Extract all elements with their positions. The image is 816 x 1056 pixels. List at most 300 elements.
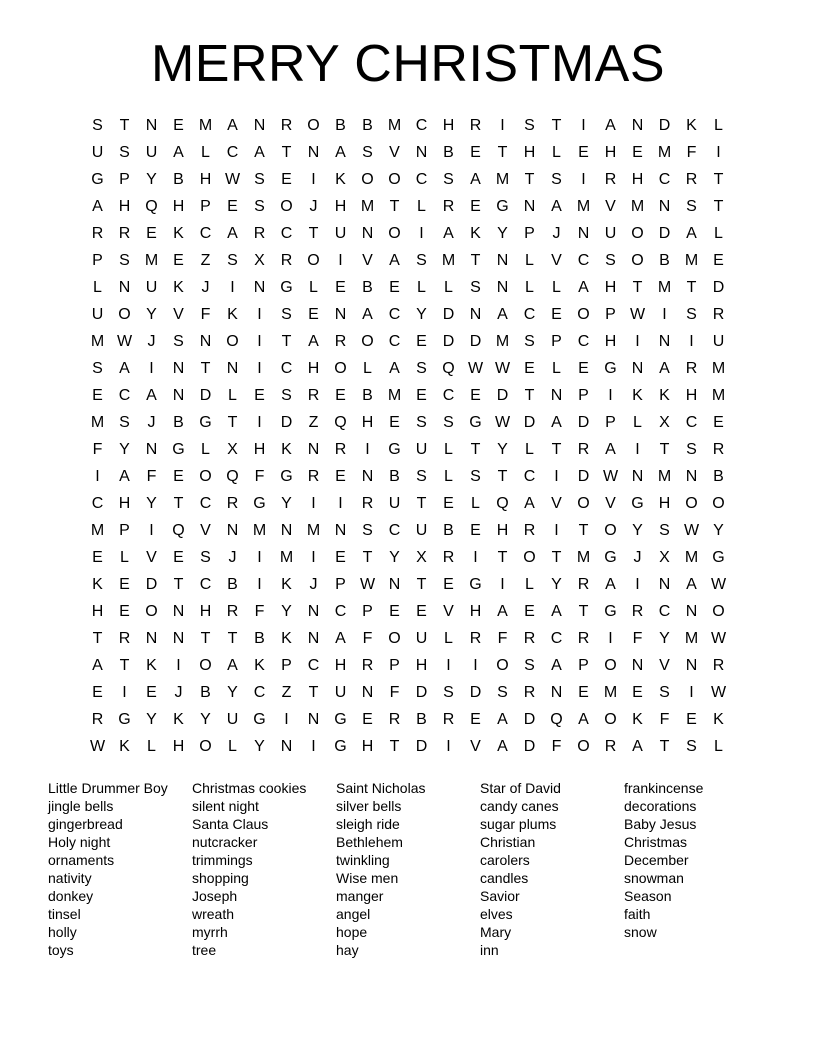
grid-letter: H bbox=[685, 387, 698, 404]
grid-letter: Q bbox=[226, 468, 239, 485]
word-list-item: Wise men bbox=[336, 870, 399, 886]
grid-letter: R bbox=[442, 198, 455, 215]
grid-letter: E bbox=[173, 252, 184, 269]
grid-letter: N bbox=[307, 711, 320, 728]
grid-letter: C bbox=[199, 576, 212, 593]
grid-letter: F bbox=[551, 738, 562, 755]
grid-letter: T bbox=[713, 171, 724, 188]
word-list-item: Joseph bbox=[192, 888, 238, 904]
grid-letter: Y bbox=[146, 711, 157, 728]
grid-letter: I bbox=[500, 576, 505, 593]
grid-letter: S bbox=[362, 144, 373, 161]
grid-letter: I bbox=[554, 468, 559, 485]
grid-letter: S bbox=[605, 252, 616, 269]
grid-letter: J bbox=[633, 549, 642, 566]
grid-letter: I bbox=[95, 468, 100, 485]
grid-letter: T bbox=[389, 198, 400, 215]
grid-letter: C bbox=[118, 387, 131, 404]
grid-letter: D bbox=[577, 468, 590, 485]
grid-letter: S bbox=[119, 414, 130, 431]
grid-letter: O bbox=[388, 630, 401, 647]
grid-letter: N bbox=[361, 468, 374, 485]
grid-letter: W bbox=[710, 576, 727, 593]
grid-letter: R bbox=[523, 684, 536, 701]
grid-row bbox=[84, 193, 732, 220]
grid-letter: O bbox=[523, 549, 536, 566]
grid-letter: I bbox=[635, 333, 640, 350]
grid-letter: C bbox=[307, 657, 320, 674]
grid-letter: H bbox=[658, 495, 671, 512]
grid-letter: M bbox=[252, 522, 267, 539]
grid-letter: A bbox=[389, 360, 400, 377]
grid-letter: N bbox=[496, 279, 509, 296]
grid-letter: A bbox=[470, 171, 481, 188]
grid-letter: N bbox=[685, 603, 698, 620]
grid-letter: K bbox=[281, 576, 292, 593]
grid-letter: T bbox=[227, 414, 238, 431]
grid-letter: P bbox=[119, 171, 130, 188]
word-list-item: Santa Claus bbox=[192, 816, 269, 832]
grid-letter: G bbox=[712, 549, 725, 566]
grid-letter: I bbox=[716, 144, 721, 161]
grid-letter: A bbox=[254, 144, 265, 161]
grid-letter: G bbox=[280, 279, 293, 296]
grid-letter: E bbox=[632, 144, 643, 161]
grid-letter: T bbox=[470, 441, 481, 458]
grid-letter: L bbox=[444, 630, 453, 647]
grid-letter: M bbox=[684, 630, 699, 647]
grid-row bbox=[84, 517, 732, 544]
grid-letter: O bbox=[199, 738, 212, 755]
grid-letter: O bbox=[685, 495, 698, 512]
grid-letter: T bbox=[470, 252, 481, 269]
grid-letter: E bbox=[281, 171, 292, 188]
grid-letter: U bbox=[388, 495, 401, 512]
grid-row bbox=[84, 706, 732, 733]
grid-letter: I bbox=[500, 117, 505, 134]
grid-row bbox=[84, 301, 732, 328]
grid-letter: A bbox=[551, 657, 562, 674]
grid-letter: N bbox=[172, 603, 185, 620]
grid-letter: C bbox=[685, 414, 698, 431]
grid-letter: M bbox=[360, 198, 375, 215]
grid-letter: N bbox=[307, 603, 320, 620]
grid-letter: L bbox=[444, 468, 453, 485]
grid-letter: E bbox=[173, 468, 184, 485]
grid-letter: H bbox=[199, 171, 212, 188]
grid-letter: N bbox=[388, 576, 401, 593]
grid-letter: U bbox=[415, 522, 428, 539]
grid-letter: E bbox=[686, 711, 697, 728]
grid-letter: H bbox=[469, 603, 482, 620]
grid-letter: O bbox=[604, 657, 617, 674]
grid-letter: R bbox=[91, 225, 104, 242]
grid-letter: V bbox=[443, 603, 454, 620]
word-list-item: holly bbox=[48, 924, 77, 940]
grid-letter: E bbox=[551, 306, 562, 323]
grid-letter: T bbox=[173, 576, 184, 593]
grid-letter: E bbox=[713, 252, 724, 269]
grid-letter: I bbox=[311, 171, 316, 188]
grid-letter: W bbox=[494, 360, 511, 377]
grid-letter: U bbox=[415, 630, 428, 647]
grid-letter: C bbox=[199, 495, 212, 512]
grid-letter: S bbox=[686, 198, 697, 215]
grid-letter: L bbox=[417, 279, 426, 296]
grid-letter: N bbox=[307, 441, 320, 458]
grid-letter: R bbox=[280, 252, 293, 269]
grid-letter: H bbox=[253, 441, 266, 458]
word-list-item: Saint Nicholas bbox=[336, 780, 426, 796]
grid-letter: E bbox=[416, 333, 427, 350]
grid-letter: H bbox=[415, 657, 428, 674]
grid-letter: B bbox=[254, 630, 265, 647]
grid-letter: I bbox=[554, 522, 559, 539]
grid-letter: V bbox=[551, 252, 562, 269]
grid-letter: R bbox=[577, 441, 590, 458]
grid-letter: D bbox=[469, 684, 482, 701]
grid-letter: Y bbox=[200, 711, 211, 728]
word-list-item: snow bbox=[624, 924, 657, 940]
grid-letter: M bbox=[198, 117, 213, 134]
grid-letter: A bbox=[227, 117, 238, 134]
grid-letter: S bbox=[443, 684, 454, 701]
grid-letter: T bbox=[497, 468, 508, 485]
grid-letter: G bbox=[253, 711, 266, 728]
word-list-item: candles bbox=[480, 870, 529, 886]
grid-letter: I bbox=[230, 279, 235, 296]
grid-letter: A bbox=[686, 225, 697, 242]
word-list-item: Christmas bbox=[624, 834, 688, 850]
grid-letter: Q bbox=[145, 198, 158, 215]
word-column bbox=[192, 779, 336, 959]
grid-letter: G bbox=[604, 549, 617, 566]
grid-letter: A bbox=[605, 576, 616, 593]
grid-letter: H bbox=[631, 171, 644, 188]
grid-letter: D bbox=[496, 387, 509, 404]
grid-letter: A bbox=[497, 738, 508, 755]
grid-letter: R bbox=[307, 468, 320, 485]
grid-letter: D bbox=[442, 333, 455, 350]
grid-letter: E bbox=[713, 414, 724, 431]
grid-letter: R bbox=[523, 630, 536, 647]
grid-letter: E bbox=[470, 711, 481, 728]
grid-letter: W bbox=[629, 306, 646, 323]
grid-letter: S bbox=[281, 387, 292, 404]
grid-letter: E bbox=[524, 603, 535, 620]
grid-letter: R bbox=[307, 387, 320, 404]
grid-letter: E bbox=[92, 684, 103, 701]
grid-letter: T bbox=[308, 225, 319, 242]
grid-letter: B bbox=[443, 144, 454, 161]
grid-letter: I bbox=[662, 306, 667, 323]
grid-letter: N bbox=[145, 441, 158, 458]
grid-letter: M bbox=[279, 549, 294, 566]
grid-letter: A bbox=[362, 306, 373, 323]
word-list-item: manger bbox=[336, 888, 384, 904]
grid-letter: P bbox=[524, 225, 535, 242]
grid-letter: V bbox=[362, 252, 373, 269]
grid-letter: I bbox=[257, 549, 262, 566]
word-list-item: donkey bbox=[48, 888, 94, 904]
grid-letter: I bbox=[608, 630, 613, 647]
grid-letter: L bbox=[201, 441, 210, 458]
grid-letter: S bbox=[362, 522, 373, 539]
grid-letter: E bbox=[119, 603, 130, 620]
grid-letter: S bbox=[200, 549, 211, 566]
grid-letter: T bbox=[713, 198, 724, 215]
word-list-item: myrrh bbox=[192, 924, 228, 940]
grid-letter: N bbox=[307, 144, 320, 161]
grid-letter: R bbox=[577, 576, 590, 593]
grid-letter: E bbox=[578, 684, 589, 701]
grid-letter: Y bbox=[146, 306, 157, 323]
grid-letter: E bbox=[632, 684, 643, 701]
grid-letter: M bbox=[306, 522, 321, 539]
grid-letter: R bbox=[334, 333, 347, 350]
grid-letter: I bbox=[311, 738, 316, 755]
grid-letter: Q bbox=[496, 495, 509, 512]
grid-letter: G bbox=[631, 495, 644, 512]
grid-letter: H bbox=[334, 657, 347, 674]
grid-letter: K bbox=[119, 738, 130, 755]
grid-letter: O bbox=[361, 171, 374, 188]
grid-letter: K bbox=[254, 657, 265, 674]
grid-letter: T bbox=[362, 549, 373, 566]
grid-letter: S bbox=[254, 198, 265, 215]
grid-letter: P bbox=[362, 603, 373, 620]
grid-letter: B bbox=[659, 252, 670, 269]
grid-letter: H bbox=[91, 603, 104, 620]
grid-letter: X bbox=[254, 252, 265, 269]
grid-letter: N bbox=[361, 225, 374, 242]
grid-letter: L bbox=[93, 279, 102, 296]
grid-letter: E bbox=[335, 549, 346, 566]
word-list-item: Star of David bbox=[480, 780, 561, 796]
grid-letter: A bbox=[578, 279, 589, 296]
grid-letter: R bbox=[712, 441, 725, 458]
grid-letter: T bbox=[389, 738, 400, 755]
grid-letter: A bbox=[308, 333, 319, 350]
grid-letter: K bbox=[335, 171, 346, 188]
grid-letter: O bbox=[361, 333, 374, 350]
grid-letter: T bbox=[119, 657, 130, 674]
grid-letter: H bbox=[172, 198, 185, 215]
grid-letter: N bbox=[658, 333, 671, 350]
grid-letter: E bbox=[578, 144, 589, 161]
grid-letter: J bbox=[147, 333, 156, 350]
grid-letter: U bbox=[91, 144, 104, 161]
grid-letter: M bbox=[387, 117, 402, 134]
grid-letter: N bbox=[226, 522, 239, 539]
word-list-item: silver bells bbox=[336, 798, 402, 814]
grid-letter: D bbox=[523, 711, 536, 728]
grid-letter: I bbox=[446, 738, 451, 755]
grid-letter: I bbox=[149, 522, 154, 539]
grid-letter: T bbox=[578, 522, 589, 539]
grid-letter: O bbox=[118, 306, 131, 323]
grid-letter: I bbox=[581, 117, 586, 134]
grid-letter: C bbox=[523, 468, 536, 485]
grid-letter: E bbox=[227, 198, 238, 215]
grid-letter: M bbox=[684, 252, 699, 269]
word-list-item: wreath bbox=[192, 906, 235, 922]
grid-letter: N bbox=[469, 306, 482, 323]
grid-letter: X bbox=[227, 441, 238, 458]
grid-letter: I bbox=[608, 387, 613, 404]
grid-letter: R bbox=[280, 117, 293, 134]
word-list-item: faith bbox=[624, 906, 651, 922]
grid-letter: F bbox=[254, 603, 265, 620]
grid-letter: H bbox=[496, 522, 509, 539]
grid-letter: A bbox=[551, 198, 562, 215]
grid-letter: L bbox=[525, 252, 534, 269]
grid-letter: E bbox=[362, 711, 373, 728]
grid-letter: R bbox=[91, 711, 104, 728]
word-list-item: twinkling bbox=[336, 852, 390, 868]
grid-letter: L bbox=[714, 225, 723, 242]
grid-letter: R bbox=[361, 495, 374, 512]
grid-letter: I bbox=[689, 684, 694, 701]
grid-letter: A bbox=[551, 414, 562, 431]
word-list-item: elves bbox=[480, 906, 513, 922]
grid-letter: I bbox=[338, 495, 343, 512]
grid-letter: T bbox=[416, 576, 427, 593]
grid-letter: T bbox=[524, 171, 535, 188]
grid-letter: E bbox=[146, 225, 157, 242]
grid-letter: A bbox=[119, 468, 130, 485]
grid-letter: A bbox=[227, 657, 238, 674]
grid-letter: Y bbox=[281, 495, 292, 512]
grid-letter: C bbox=[388, 522, 401, 539]
grid-letter: S bbox=[470, 468, 481, 485]
grid-letter: X bbox=[659, 414, 670, 431]
grid-letter: R bbox=[712, 657, 725, 674]
grid-letter: D bbox=[658, 117, 671, 134]
grid-letter: S bbox=[686, 738, 697, 755]
grid-letter: S bbox=[443, 171, 454, 188]
grid-letter: R bbox=[253, 225, 266, 242]
grid-letter: S bbox=[281, 306, 292, 323]
grid-letter: T bbox=[173, 495, 184, 512]
grid-letter: K bbox=[281, 441, 292, 458]
grid-letter: D bbox=[523, 738, 536, 755]
grid-letter: L bbox=[228, 738, 237, 755]
grid-letter: M bbox=[576, 549, 591, 566]
grid-letter: W bbox=[602, 468, 619, 485]
grid-letter: K bbox=[146, 657, 157, 674]
grid-letter: N bbox=[145, 117, 158, 134]
grid-letter: N bbox=[631, 117, 644, 134]
grid-letter: M bbox=[90, 522, 105, 539]
grid-letter: N bbox=[199, 333, 212, 350]
grid-letter: J bbox=[228, 549, 237, 566]
grid-letter: S bbox=[119, 144, 130, 161]
grid-letter: C bbox=[658, 171, 671, 188]
grid-letter: L bbox=[309, 279, 318, 296]
grid-letter: O bbox=[199, 468, 212, 485]
grid-letter: N bbox=[550, 387, 563, 404]
grid-letter: A bbox=[335, 144, 346, 161]
grid-letter: I bbox=[122, 684, 127, 701]
word-list-item: tree bbox=[192, 942, 217, 958]
grid-row bbox=[84, 625, 732, 652]
grid-row bbox=[84, 652, 732, 679]
grid-letter: T bbox=[200, 360, 211, 377]
word-column bbox=[336, 779, 480, 959]
grid-letter: A bbox=[497, 711, 508, 728]
grid-letter: S bbox=[416, 468, 427, 485]
grid-letter: R bbox=[685, 360, 698, 377]
grid-letter: T bbox=[497, 549, 508, 566]
grid-letter: A bbox=[335, 630, 346, 647]
grid-letter: T bbox=[119, 117, 130, 134]
grid-letter: Y bbox=[632, 522, 643, 539]
grid-letter: O bbox=[577, 495, 590, 512]
grid-letter: G bbox=[469, 414, 482, 431]
grid-letter: E bbox=[578, 360, 589, 377]
grid-letter: C bbox=[388, 306, 401, 323]
grid-letter: P bbox=[281, 657, 292, 674]
grid-letter: E bbox=[308, 306, 319, 323]
word-list-item: Baby Jesus bbox=[624, 816, 697, 832]
grid-letter: F bbox=[659, 711, 670, 728]
grid-letter: W bbox=[467, 360, 484, 377]
grid-letter: Y bbox=[497, 441, 508, 458]
grid-letter: L bbox=[714, 117, 723, 134]
grid-letter: M bbox=[90, 333, 105, 350]
grid-letter: T bbox=[281, 144, 292, 161]
grid-letter: P bbox=[92, 252, 103, 269]
grid-letter: E bbox=[389, 603, 400, 620]
grid-letter: F bbox=[254, 468, 265, 485]
grid-letter: O bbox=[388, 171, 401, 188]
grid-letter: A bbox=[524, 495, 535, 512]
grid-letter: R bbox=[604, 171, 617, 188]
grid-letter: S bbox=[659, 684, 670, 701]
grid-row bbox=[84, 355, 732, 382]
word-list-item: hay bbox=[336, 942, 359, 958]
grid-letter: H bbox=[604, 333, 617, 350]
grid-letter: E bbox=[335, 387, 346, 404]
grid-letter: S bbox=[173, 333, 184, 350]
grid-letter: A bbox=[632, 738, 643, 755]
grid-letter: T bbox=[308, 684, 319, 701]
grid-letter: G bbox=[91, 171, 104, 188]
grid-letter: L bbox=[417, 198, 426, 215]
grid-letter: E bbox=[416, 603, 427, 620]
grid-letter: M bbox=[441, 252, 456, 269]
grid-letter: T bbox=[659, 441, 670, 458]
grid-letter: X bbox=[416, 549, 427, 566]
grid-letter: Q bbox=[334, 414, 347, 431]
grid-row bbox=[84, 274, 732, 301]
grid-letter: L bbox=[120, 549, 129, 566]
grid-letter: M bbox=[657, 279, 672, 296]
grid-letter: I bbox=[419, 225, 424, 242]
grid-letter: H bbox=[604, 144, 617, 161]
grid-letter: S bbox=[524, 117, 535, 134]
grid-letter: K bbox=[470, 225, 481, 242]
grid-letter: F bbox=[497, 630, 508, 647]
grid-letter: B bbox=[362, 279, 373, 296]
grid-letter: A bbox=[686, 576, 697, 593]
grid-letter: E bbox=[443, 576, 454, 593]
grid-letter: S bbox=[227, 252, 238, 269]
word-list-item: hope bbox=[336, 924, 368, 940]
grid-letter: W bbox=[710, 630, 727, 647]
grid-letter: Q bbox=[550, 711, 563, 728]
